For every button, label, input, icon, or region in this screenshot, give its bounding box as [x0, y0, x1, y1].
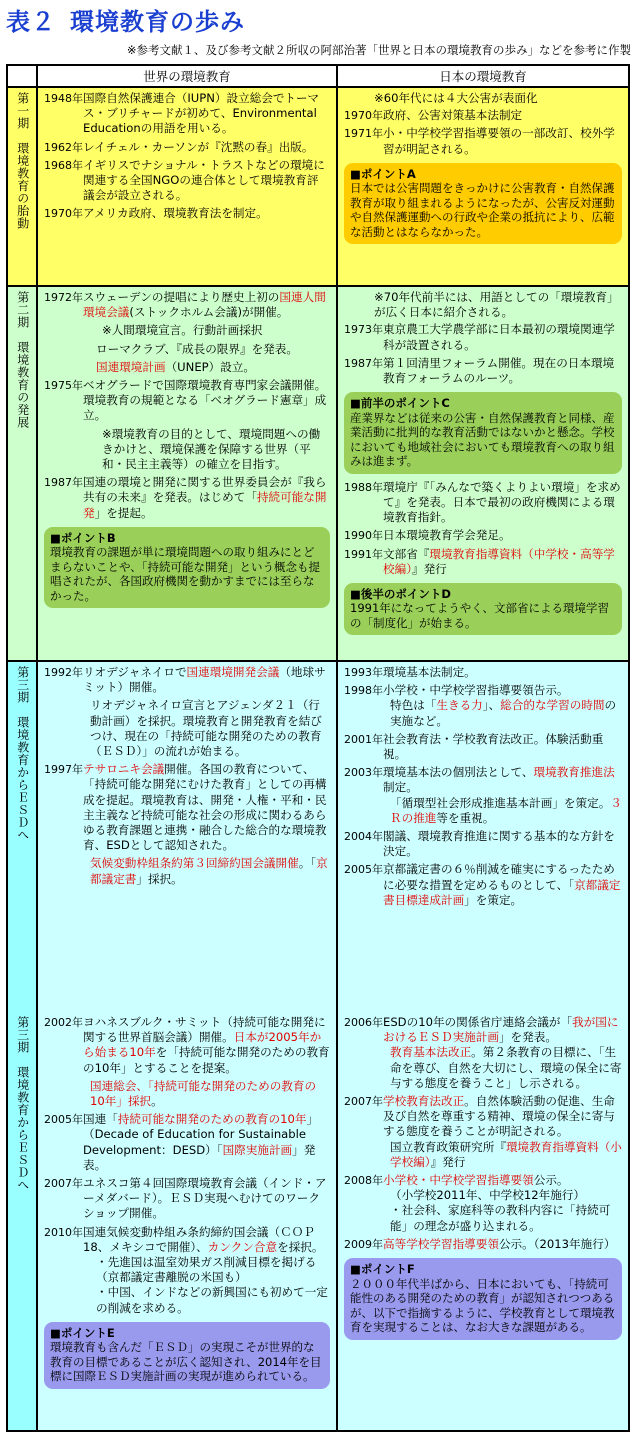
period-2-japan: ※70年代前半には、用語としての「環境教育」が広く日本に紹介される。 1973年 東京農工大学農学部に日本最初の環境関連学科が設置される。 1987年 第１回清里フォーラム開催。現在の日本環境教育フォーラムのルーツ。 ■前半のポイントC 産業界などは従来の公害・自然保護教育と同様、産業活動に批判的な教育活動ではないかと懸念。学校においても地域社会においても環境教育への取り組みは進まず。 1988年 環境庁『「みんなで築くよりよい環境」を求めて』を発表。日本で最初の政府機関による環境教育指針。 1990年 日本環境教育学会発足。 1991年 文部省『環境教育指導資料（中学校・高等学校編）』発行 ■後半のポイントD 1991年になってようやく、文部省による環境学習の「制度化」が始まる。	[338, 287, 628, 660]
list-item: 2009年 高等学校学習指導要領公示。（2013年施行）	[344, 1236, 616, 1251]
history-table	[6, 64, 630, 1432]
list-item: 1972年 スウェーデンの提唱により歴史上初の国連人間環境会議(ストックホルム会議)が開催。	[44, 290, 326, 320]
note-text: ※60年代には４大公害が表面化	[374, 91, 538, 105]
list-item: 1990年 日本環境教育学会発足。	[344, 528, 511, 543]
list-item: 2001年 社会教育法・学校教育法改正。体験活動重視。	[344, 731, 604, 762]
period-4-world: 2002年 ヨハネスブルク・サミット（持続可能な開発に関する世界首脳会議）開催。日本が2005年から始まる10年を「持続可能な開発のための教育の10年」とすることを提案。 国連総会、「持続可能な開発のための教育の10年」採択。 2005年 国連「持続可能な開発のための教育の10年」（Decade of Education for Sustainable Development：DESD）「国際実施計画」発表。 2007年 ユネスコ第４回国際環境教育会議（インド・アーメダバード）。ＥＳＤ実現へむけてのワークショップ開催。 2010年 国連気候変動枠組み条約締約国会議（ＣＯＰ18、メキシコで開催）、カンクン合意を採択。 ・先進国は温室効果ガス削減目標を掲げる（京都議定書離脱の米国も） ・中国、インドなどの新興国にも初めて一定の削減を求める。 ■ポイントE 環境教育も含んだ「ＥＳＤ」の実現こそが世界的な教育の目標であることが広く認知され、2014年を目標に国際ＥＳＤ実施計画の実現が進められている。	[38, 1012, 338, 1430]
list-item: 1987年 国連の環境と開発に関する世界委員会が『我ら共有の未来』を発表。はじめて「持続可能な開発」を提起。	[44, 475, 327, 520]
point-a-box: ■ポイントA 日本では公害問題をきっかけに公害教育・自然保護教育が取り組まれるようになったが、公害反対運動や自然保護運動への行政や企業の抵抗により、広範な活動とはならなかった。	[344, 163, 622, 245]
list-item: 1968年 イギリスでナショナル・トラストなどの環境に関連する全国NGOの連合体として環境教育評議会が設立される。	[44, 157, 325, 203]
list-item: 1970年 政府、公害対策基本法制定	[344, 108, 523, 123]
list-item: 1991年 文部省『環境教育指導資料（中学校・高等学校編）』発行	[344, 546, 615, 576]
period-3-row	[8, 662, 628, 1012]
period-3-label: 第三期 環境教育からＥＳＤへ	[8, 662, 38, 1012]
point-e-box: ■ポイントE 環境教育も含んだ「ＥＳＤ」の実現こそが世界的な教育の目標であることが広く認知され、2014年を目標に国際ＥＳＤ実施計画の実現が進められている。	[44, 1322, 330, 1389]
list-item: 1948年 国際自然保護連合（IUPN）設立総会でトーマス・ブリチャードが初めて、Environmental Educationの用語を用いる。	[44, 91, 320, 136]
list-item: 1988年 環境庁『「みんなで築くよりよい環境」を求めて』を発表。日本で最初の政府機関による環境教育指針。	[344, 479, 621, 525]
point-c-box: ■前半のポイントC 産業界などは従来の公害・自然保護教育と同様、産業活動に批判的な教育活動ではないかと懸念。学校においても地域社会においても環境教育への取り組みは進まず。	[344, 392, 622, 474]
list-item: 2007年 学校教育法改正。自然体験活動の促進、生命及び自然を尊重する精神、環境の保全に寄与する態度を養うことが明記される。	[344, 1094, 615, 1139]
header-corner	[8, 66, 38, 88]
list-item: 1998年 小学校・中学校学習指導要領告示。	[344, 683, 569, 698]
period-4-japan: 2006年 ESDの10年の関係省庁連絡会議が「我が国におけるＥＳＤ実施計画」を発表。 教育基本法改正。第２条教育の目標に、「生命を尊び、自然を大切にし、環境の保全に寄与する態度を養うこと」し示される。 2007年 学校教育法改正。自然体験活動の促進、生命及び自然を尊重する精神、環境の保全に寄与する態度を養うことが明記される。 国立教育政策研究所『環境教育指導資料（小学校編）』発行 2008年 小学校・中学校学習指導要領公示。 （小学校2011年、中学校12年施行） ・社会科、家庭科等の教科内容に「持続可能」の理念が盛り込まれる。 2009年 高等学校学習指導要領公示。（2013年施行） ■ポイントF ２０００年代半ばから、日本においても、「持続可能性のある開発のための教育」が認知されつつあるが、以下で指摘するように、学校教育として環境教育を実現することは、なお大きな課題がある。	[338, 1012, 628, 1430]
period-2-world: 1972年 スウェーデンの提唱により歴史上初の国連人間環境会議(ストックホルム会議)が開催。 ※人間環境宣言。行動計画採択 ローマクラブ、『成長の限界』を発表。 国連環境計画（UNEP）設立。 1975年 ベオグラードで国際環境教育専門家会議開催。環境教育の規範となる「ベオグラード憲章」成立。 ※環境教育の目的として、環境問題への働きかけと、環境保護を保障する世界（平和・民主主義等）の確立を目指す。 1987年 国連の環境と開発に関する世界委員会が『我ら共有の未来』を発表。はじめて「持続可能な開発」を提起。 ■ポイントB 環境教育の課題が単に環境問題への取り組みにとどまらないことや、「持続可能な開発」という概念も提唱されたが、各国政府機関を動かすまでには至らなかった。	[38, 287, 338, 660]
period-3-world: 1992年 リオデジャネイロで国連環境開発会議（地球サミット）開催。 リオデジャネイロ宣言とアジェンダ２１（行動計画）を採択。環境教育と開発教育を結びつけ、現在の「持続可能な開発のための教育（ＥＳＤ）」の流れが始まる。 1997年 テサロニキ会議開催。各国の教育について、「持続可能な開発にむけた教育」としての再構成を提起。環境教育は、開発・人権・平和・民主主義など持続可能な社会の形成に関わるあらゆる教育課題と連携・融合した総合的な環境教育、ESDとして認知された。 気候変動枠組条約第３回締約国会議開催。「京都議定書」採択。	[38, 662, 338, 1012]
period-3-japan: 1993年 環境基本法制定。 1998年 小学校・中学校学習指導要領告示。 特色は「生きる力」、総合的な学習の時間の実施など。 2001年 社会教育法・学校教育法改正。体験活動重視。 2003年 環境基本法の個別法として、環境教育推進法制定。 「循環型社会形成推進基本計画」を策定。３Ｒの推進等を重視。 2004年 閣議、環境教育推進に関する基本的な方針を決定。 2005年 京都議定書の６％削減を確実にするったために必要な措置を定めるものとして、「京都議定書目標達成計画」を策定。	[344, 665, 622, 907]
period-4-label: 第三期 環境教育からＥＳＤへ	[8, 1012, 38, 1430]
list-item: 2005年 国連「持続可能な開発のための教育の10年」（Decade of Education for Sustainable Development：DESD）「国際実施計画」発表。	[44, 1112, 319, 1172]
list-item: 1997年 テサロニキ会議開催。各国の教育について、「持続可能な開発にむけた教育」としての再構成を提起。環境教育は、開発・人権・平和・民主主義など持続可能な社会の形成に関わるあらゆる教育課題と連携・融合した総合的な環境教育、ESDとして認知された。	[44, 762, 327, 853]
page-title: 表２ 環境教育の歩み	[6, 8, 245, 36]
list-item: 1992年 リオデジャネイロで国連環境開発会議（地球サミット）開催。	[44, 665, 326, 695]
list-item: 1962年 レイチェル・カーソンが『沈黙の春』出版。	[44, 139, 314, 154]
list-item: 2010年 国連気候変動枠組み条約締約国会議（ＣＯＰ18、メキシコで開催）、カンクン合意を採択。	[44, 1224, 324, 1254]
period-1-row	[8, 88, 628, 287]
list-item: 2008年 小学校・中学校学習指導要領公示。	[344, 1173, 569, 1188]
period-2-row	[8, 287, 628, 662]
period-1-world	[38, 88, 338, 285]
reference-note: ※参考文献１、及び参考文献２所収の阿部治著「世界と日本の環境教育の歩み」などを参考に作製	[126, 43, 631, 57]
list-item: 2002年 ヨハネスブルク・サミット（持続可能な開発に関する世界首脳会議）開催。日本が2005年から始まる10年を「持続可能な開発のための教育の10年」とすることを提案。	[44, 1015, 330, 1075]
list-item: 1987年 第１回清里フォーラム開催。現在の日本環境教育フォーラムのルーツ。	[344, 355, 615, 386]
period-1-japan	[338, 88, 628, 285]
period-2-label: 第二期 環境教育の発展	[8, 287, 38, 660]
list-item: 2003年 環境基本法の個別法として、環境教育推進法制定。	[344, 765, 615, 795]
point-f-box: ■ポイントF ２０００年代半ばから、日本においても、「持続可能性のある開発のための教育」が認知されつつあるが、以下で指摘するように、学校教育として環境教育を実現することは、なお大きな課題がある。	[344, 1258, 622, 1340]
header-world: 世界の環境教育	[38, 66, 338, 88]
list-item: 2005年 京都議定書の６％削減を確実にするったために必要な措置を定めるものとして、「京都議定書目標達成計画」を策定。	[344, 862, 621, 907]
list-item: 1971年 小・中学校学習指導要領の一部改訂、校外学習が明記される。	[344, 126, 615, 156]
point-b-box: ■ポイントB 環境教育の課題が単に環境問題への取り組みにとどまらないことや、「持続可能な開発」という概念も提唱されたが、各国政府機関を動かすまでには至らなかった。	[44, 527, 330, 609]
header-japan: 日本の環境教育	[338, 66, 628, 88]
list-item: 1973年 東京農工大学農学部に日本最初の環境関連学科が設置される。	[344, 322, 615, 352]
list-item: 1993年 環境基本法制定。	[344, 665, 476, 679]
point-d-box: ■後半のポイントD 1991年になってようやく、文部省による環境学習の「制度化」が始まる。	[344, 583, 622, 636]
list-item: 2007年 ユネスコ第４回国際環境教育会議（インド・アーメダバード）。ＥＳＤ実現へむけてのワークショップ開催。	[44, 1176, 327, 1221]
list-item: 1970年 アメリカ政府、環境教育法を制定。	[44, 206, 268, 221]
period-1-label: 第一期 環境教育の胎動	[8, 88, 38, 285]
list-item: 1975年 ベオグラードで国際環境教育専門家会議開催。環境教育の規範となる「ベオグラード憲章」成立。	[44, 378, 327, 423]
list-item: 2004年 閣議、環境教育推進に関する基本的な方針を決定。	[344, 829, 615, 859]
period-4-row	[8, 1012, 628, 1430]
list-item: 2006年 ESDの10年の関係省庁連絡会議が「我が国におけるＥＳＤ実施計画」を発表。	[344, 1015, 619, 1045]
